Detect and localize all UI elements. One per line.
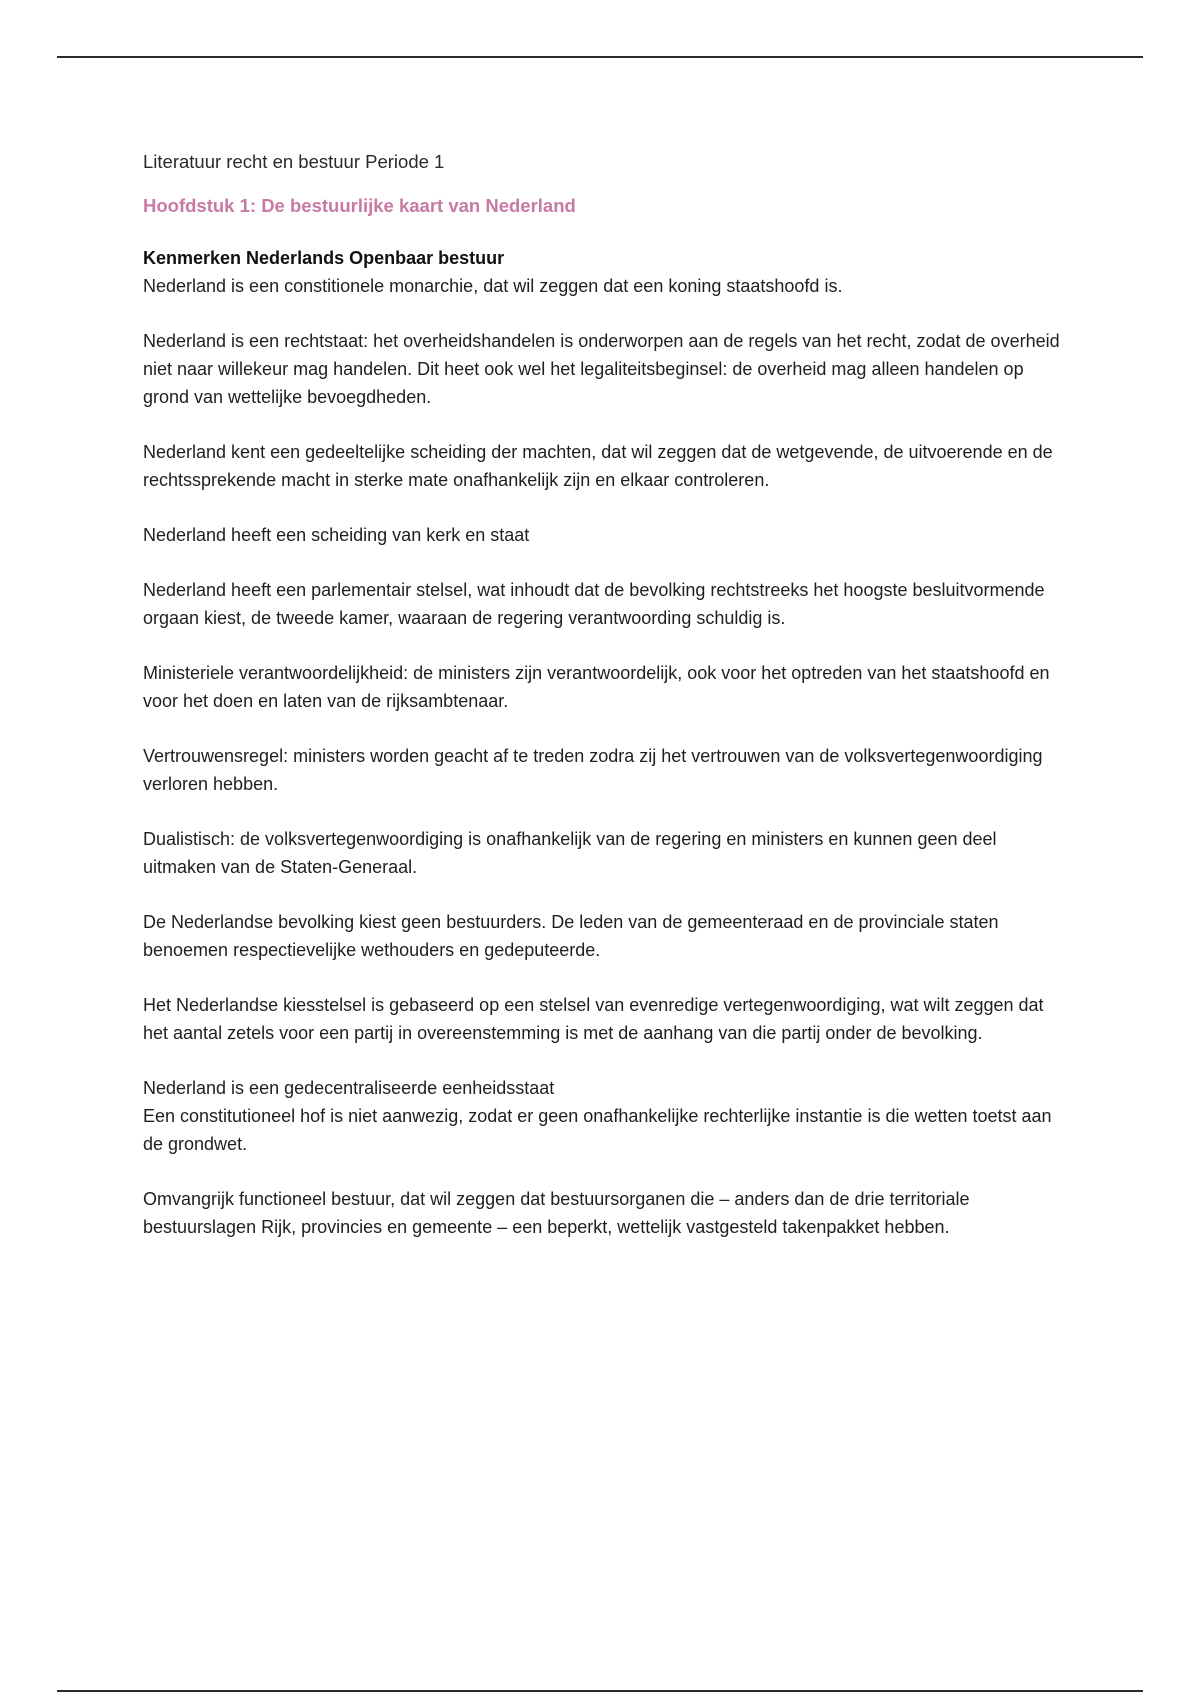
paragraph: Vertrouwensregel: ministers worden geacht af te treden zodra zij het vertrouwen van de volksvertegenwoordiging verloren hebben. <box>143 746 1043 794</box>
paragraph: Nederland heeft een scheiding van kerk en staat <box>143 525 530 545</box>
section-heading: Kenmerken Nederlands Openbaar bestuur <box>143 248 505 268</box>
paragraph: Een constitutioneel hof is niet aanwezig, zodat er geen onafhankelijke rechterlijke instantie is die wetten toetst aan de grondwet. <box>143 1106 1052 1154</box>
paragraph: Nederland heeft een parlementair stelsel, wat inhoudt dat de bevolking rechtstreeks het hoogste besluitvormende orgaan kiest, de tweede kamer, waaraan de regering verantwoording schuldig is. <box>143 580 1045 628</box>
paragraph: Het Nederlandse kiesstelsel is gebaseerd op een stelsel van evenredige vertegenwoordiging, wat wilt zeggen dat het aantal zetels voor een partij in overeenstemming is met de aanhang van die partij onder de bevolking. <box>143 995 1044 1043</box>
chapter-heading: Hoofdstuk 1: De bestuurlijke kaart van Nederland <box>143 195 576 216</box>
paragraph: Omvangrijk functioneel bestuur, dat wil zeggen dat bestuursorganen die – anders dan de drie territoriale bestuurslagen Rijk, provincies en gemeente – een beperkt, wettelijk vastgesteld takenpakket hebben. <box>143 1189 970 1237</box>
document-title: Literatuur recht en bestuur Periode 1 <box>143 151 445 172</box>
document-body <box>143 148 1063 1268</box>
paragraph: Nederland kent een gedeeltelijke scheiding der machten, dat wil zeggen dat de wetgevende, de uitvoerende en de rechtssprekende macht in sterke mate onafhankelijk zijn en elkaar controleren. <box>143 442 1053 490</box>
page-bottom-rule <box>57 1690 1143 1692</box>
page-top-rule <box>57 56 1143 58</box>
paragraph: De Nederlandse bevolking kiest geen bestuurders. De leden van de gemeenteraad en de provinciale staten benoemen respectievelijke wethouders en gedeputeerde. <box>143 912 999 960</box>
paragraph: Nederland is een rechtstaat: het overheidshandelen is onderworpen aan de regels van het recht, zodat de overheid niet naar willekeur mag handelen. Dit heet ook wel het legaliteitsbeginsel: de overheid mag alleen handelen op grond van wettelijke bevoegdheden. <box>143 331 1060 407</box>
paragraph: Nederland is een constitionele monarchie, dat wil zeggen dat een koning staatshoofd is. <box>143 276 843 296</box>
paragraph: Nederland is een gedecentraliseerde eenheidsstaat <box>143 1078 555 1098</box>
paragraph: Dualistisch: de volksvertegenwoordiging is onafhankelijk van de regering en ministers en kunnen geen deel uitmaken van de Staten-Generaal. <box>143 829 997 877</box>
paragraph: Ministeriele verantwoordelijkheid: de ministers zijn verantwoordelijk, ook voor het optreden van het staatshoofd en voor het doen en laten van de rijksambtenaar. <box>143 663 1050 711</box>
